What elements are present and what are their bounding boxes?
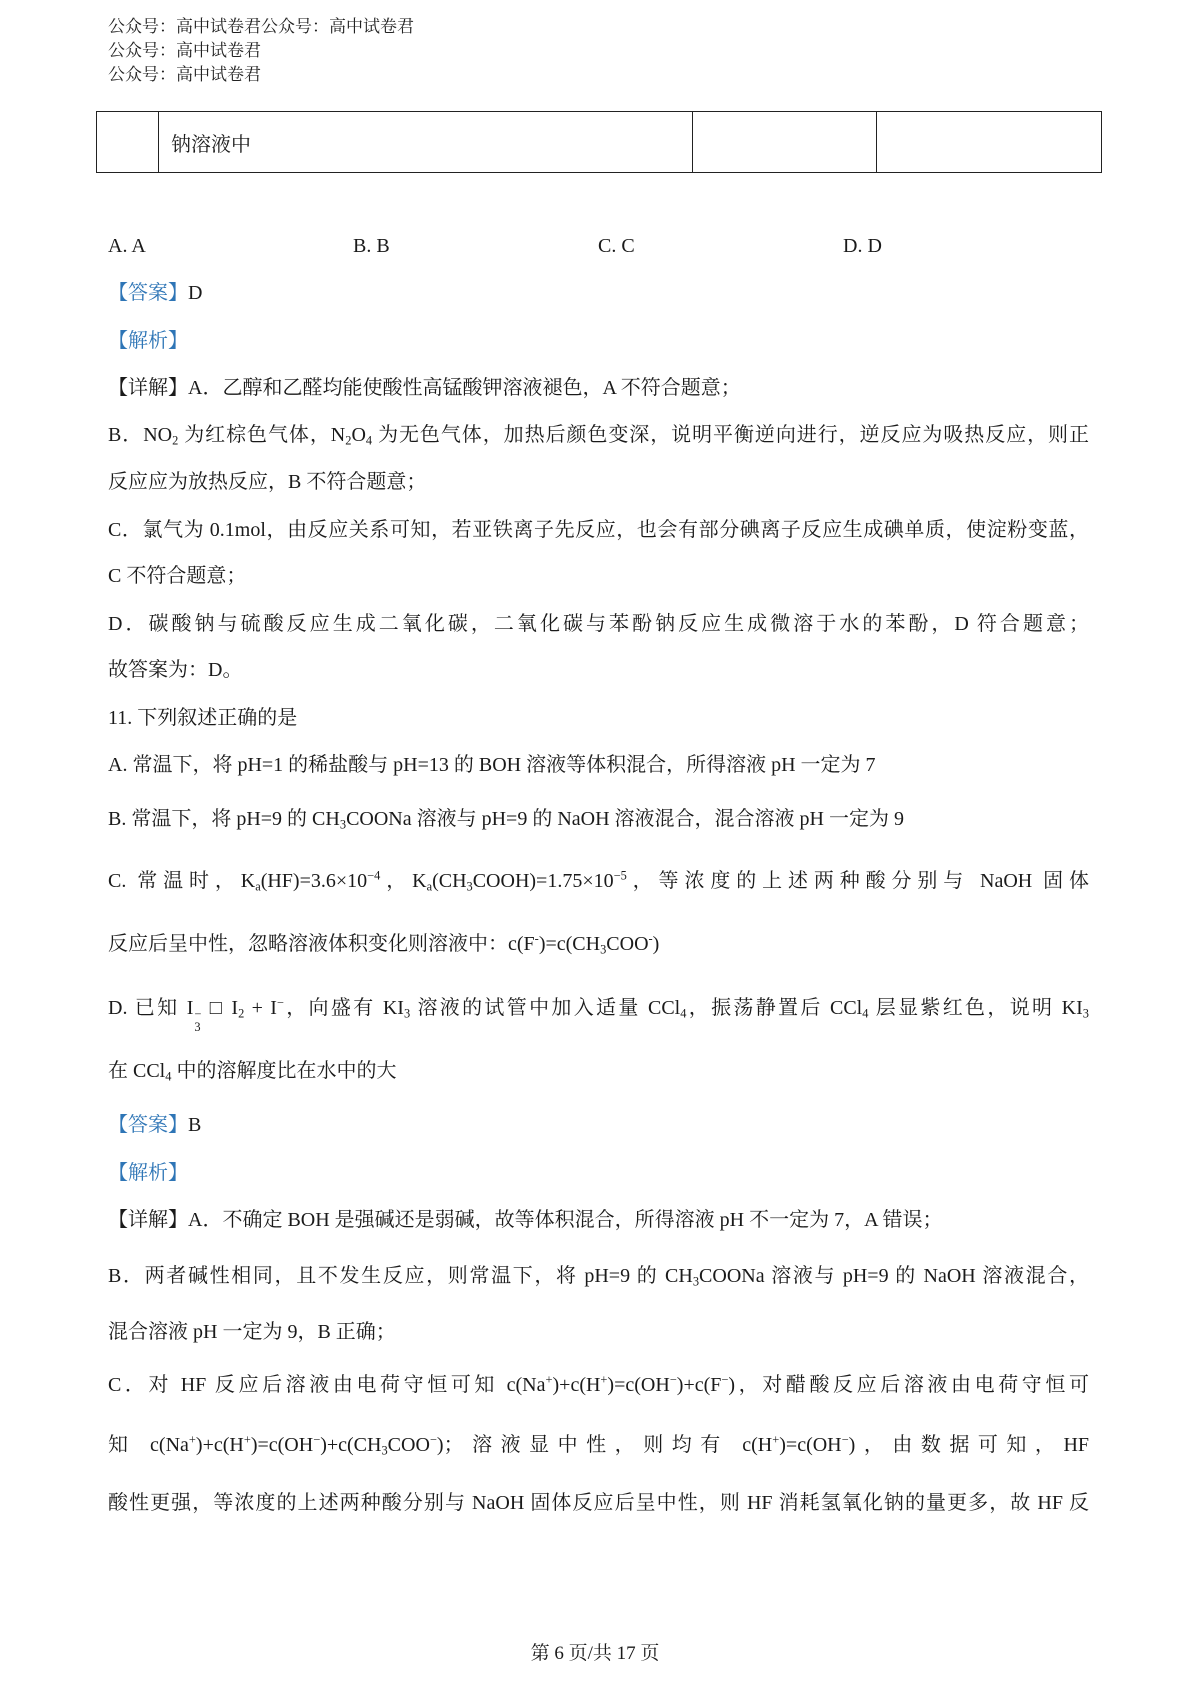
subscript-run: 4 — [165, 1069, 172, 1084]
text-run: 中的溶解度比在水中的大 — [171, 1060, 397, 1082]
text-run: D — [188, 282, 203, 304]
q10-detail-b — [108, 422, 1089, 448]
superscript-run: - — [534, 931, 539, 946]
page-number: 第 6 页/共 17 页 — [530, 1643, 660, 1664]
subscript-run: a — [426, 879, 433, 894]
q10-detail-a — [108, 375, 741, 401]
text-run: )+c(CH — [320, 1434, 382, 1456]
q11-choice-d-cont — [108, 1058, 396, 1084]
text-run: 反应应为放热反应，B 不符合题意； — [108, 471, 427, 493]
text-run: D. 已知 I — [108, 997, 194, 1019]
table-cell-operation: 钠溶液中 — [159, 112, 693, 173]
text-run: )+c(H — [195, 1434, 244, 1456]
q11-detail-b-cont — [108, 1319, 396, 1345]
superscript-run: − — [429, 1432, 437, 1447]
q10-detail-c — [108, 517, 1089, 543]
text-run: B．NO — [108, 424, 173, 446]
q11-choice-c — [108, 868, 1089, 894]
watermark-line: 公众号：高中试卷君 — [108, 41, 261, 60]
text-run: B — [188, 1114, 202, 1136]
q11-choice-b — [108, 806, 904, 832]
watermark-line: 公众号：高中试卷君 — [108, 65, 261, 84]
superscript-run: −4 — [367, 868, 381, 883]
subscript-run: 3 — [466, 879, 473, 894]
q10-detail-d — [108, 611, 1089, 637]
subscript-run: 3 — [1082, 1006, 1089, 1021]
text-run: B．两者碱性相同，且不发生反应，则常温下，将 pH=9 的 CH — [108, 1265, 693, 1287]
text-run: 混合溶液 pH 一定为 9，B 正确； — [108, 1321, 396, 1343]
q11-detail-b — [108, 1263, 1089, 1289]
text-run: )，由数据可知，HF — [848, 1434, 1090, 1456]
subscript-run: 3 — [381, 1443, 388, 1458]
text-run: C. 常温时，K — [108, 870, 256, 892]
q11-choice-c-cont — [108, 931, 659, 957]
q10-analysis-tag — [108, 328, 188, 354]
text-run: COOH)=1.75×10 — [472, 870, 614, 892]
text-run: C．对 HF 反应后溶液由电荷守恒可知 c(Na — [108, 1374, 546, 1396]
text-run: 为无色气体，加热后颜色变深，说明平衡逆向进行，逆反应为吸热反应，则正 — [372, 424, 1089, 446]
sub-sup-run — [194, 1008, 201, 1034]
q10-answer-line — [108, 280, 202, 306]
subscript-run: 3 — [403, 1006, 411, 1021]
text-run: + I — [244, 997, 277, 1019]
watermark-line: 公众号：高中试卷君公众号：高中试卷君 — [108, 17, 414, 36]
text-run: 酸性更强，等浓度的上述两种酸分别与 NaOH 固体反应后呈中性，则 HF 消耗氢氧化钠的量更多，故 HF 反 — [108, 1492, 1089, 1514]
text-run: ，振荡静置后 CCl — [686, 997, 863, 1019]
subscript-run: 3 — [339, 817, 347, 832]
superscript-run: − — [276, 995, 284, 1010]
text-run: COONa 溶液与 pH=9 的 NaOH 溶液混合，混合溶液 pH 一定为 9 — [346, 808, 904, 830]
subscript-run: 4 — [862, 1006, 869, 1021]
superscript-run: − — [841, 1432, 849, 1447]
subscript-run: a — [255, 879, 261, 894]
text-run: )；溶液显中性，则均有 c(H — [436, 1434, 773, 1456]
q10-conclusion — [108, 657, 242, 683]
text-run: )=c(OH — [607, 1374, 670, 1396]
superscript-run: + — [772, 1432, 780, 1447]
text-run: C 不符合题意； — [108, 565, 247, 587]
table-cell-conclusion — [877, 112, 1102, 173]
text-run: )=c(OH — [779, 1434, 842, 1456]
q10-detail-b-cont — [108, 469, 426, 495]
q11-detail-c — [108, 1372, 1089, 1398]
superscript-run: - — [648, 931, 653, 946]
subscript-run: 2 — [345, 433, 352, 448]
text-run: 为红棕色气体，N — [178, 424, 346, 446]
subscript-run: 2 — [238, 1006, 245, 1021]
q11-detail-c-cont2 — [108, 1490, 1089, 1516]
text-run: ，向盛有 KI — [283, 997, 404, 1019]
superscript-run: + — [600, 1372, 608, 1387]
text-run: O — [351, 424, 366, 446]
subscript-run: 4 — [365, 433, 373, 448]
subscript-run: 2 — [172, 433, 179, 448]
text-run: )+c(H — [552, 1374, 601, 1396]
text-run: ，K — [380, 870, 427, 892]
table-cell-index — [97, 112, 159, 173]
text-run: □ I — [202, 997, 239, 1019]
section-tag: 【解析】 — [108, 1162, 188, 1184]
subscript-run: 3 — [600, 942, 607, 957]
option-b: B. B — [353, 235, 390, 257]
text-run: COONa 溶液与 pH=9 的 NaOH 溶液混合， — [699, 1265, 1089, 1287]
text-run: 反应后呈中性，忽略溶液体积变化则溶液中：c(F — [108, 933, 535, 955]
text-run: (HF)=3.6×10 — [260, 870, 368, 892]
text-run: 【详解】A．不确定 BOH 是强碱还是弱碱，故等体积混合，所得溶液 pH 不一定为 7，A 错误； — [108, 1209, 943, 1231]
q11-answer-line — [108, 1112, 201, 1138]
q11-stem — [108, 705, 297, 731]
text-run: D．碳酸钠与硫酸反应生成二氧化碳，二氧化碳与苯酚钠反应生成微溶于水的苯酚，D 符合题意； — [108, 613, 1089, 635]
text-run: 层显紫红色，说明 KI — [868, 997, 1083, 1019]
text-run: 11. 下列叙述正确的是 — [108, 707, 298, 729]
superscript-run: + — [188, 1432, 196, 1447]
superscript-run: − — [669, 1372, 677, 1387]
text-run: )=c(OH — [250, 1434, 314, 1456]
q11-analysis-tag — [108, 1160, 188, 1186]
q11-detail-c-cont — [108, 1432, 1089, 1458]
text-run: 知 c(Na — [108, 1434, 189, 1456]
table-cell-phenomenon — [693, 112, 877, 173]
text-run: )=c(CH — [538, 933, 601, 955]
superscript-run: − — [313, 1432, 321, 1447]
subscript-run: 3 — [692, 1274, 700, 1289]
text-run: ，等浓度的上述两种酸分别与 NaOH 固体 — [626, 870, 1089, 892]
text-run: 溶液的试管中加入适量 CCl — [410, 997, 681, 1019]
q11-choice-a — [108, 752, 876, 778]
text-run: 故答案为：D。 — [108, 659, 243, 681]
text-run: )+c(F — [676, 1374, 722, 1396]
text-run: COO — [606, 933, 649, 955]
q11-choice-d — [108, 995, 1089, 1034]
superscript-run: − — [194, 1007, 202, 1022]
text-run: 在 CCl — [108, 1060, 166, 1082]
text-run: 【详解】A．乙醇和乙醛均能使酸性高锰酸钾溶液褪色，A 不符合题意； — [108, 377, 741, 399]
table-row — [97, 112, 1102, 173]
text-run: )，对醋酸反应后溶液由电荷守恒可 — [728, 1374, 1090, 1396]
section-tag: 【答案】 — [108, 282, 188, 304]
text-run: ) — [652, 933, 660, 955]
q11-detail-a — [108, 1207, 942, 1233]
experiment-table — [96, 111, 1102, 173]
option-d: D. D — [843, 235, 882, 257]
section-tag: 【答案】 — [108, 1114, 188, 1136]
text-run: C．氯气为 0.1mol，由反应关系可知，若亚铁离子先反应，也会有部分碘离子反应生成碘单质，使淀粉变蓝， — [108, 519, 1089, 541]
q10-detail-c-cont — [108, 563, 246, 589]
text-run: (CH — [432, 870, 467, 892]
text-run: B. 常温下，将 pH=9 的 CH — [108, 808, 340, 830]
superscript-run: + — [545, 1372, 553, 1387]
text-run: A. 常温下，将 pH=1 的稀盐酸与 pH=13 的 BOH 溶液等体积混合，所得溶液 pH 一定为 7 — [108, 754, 876, 776]
subscript-run: 3 — [194, 1020, 201, 1035]
section-tag: 【解析】 — [108, 330, 188, 352]
superscript-run: + — [243, 1432, 251, 1447]
superscript-run: − — [721, 1372, 729, 1387]
text-run: COO — [387, 1434, 430, 1456]
option-c: C. C — [598, 235, 635, 257]
subscript-run: 4 — [680, 1006, 687, 1021]
option-a: A. A — [108, 235, 146, 257]
superscript-run: −5 — [613, 868, 627, 883]
